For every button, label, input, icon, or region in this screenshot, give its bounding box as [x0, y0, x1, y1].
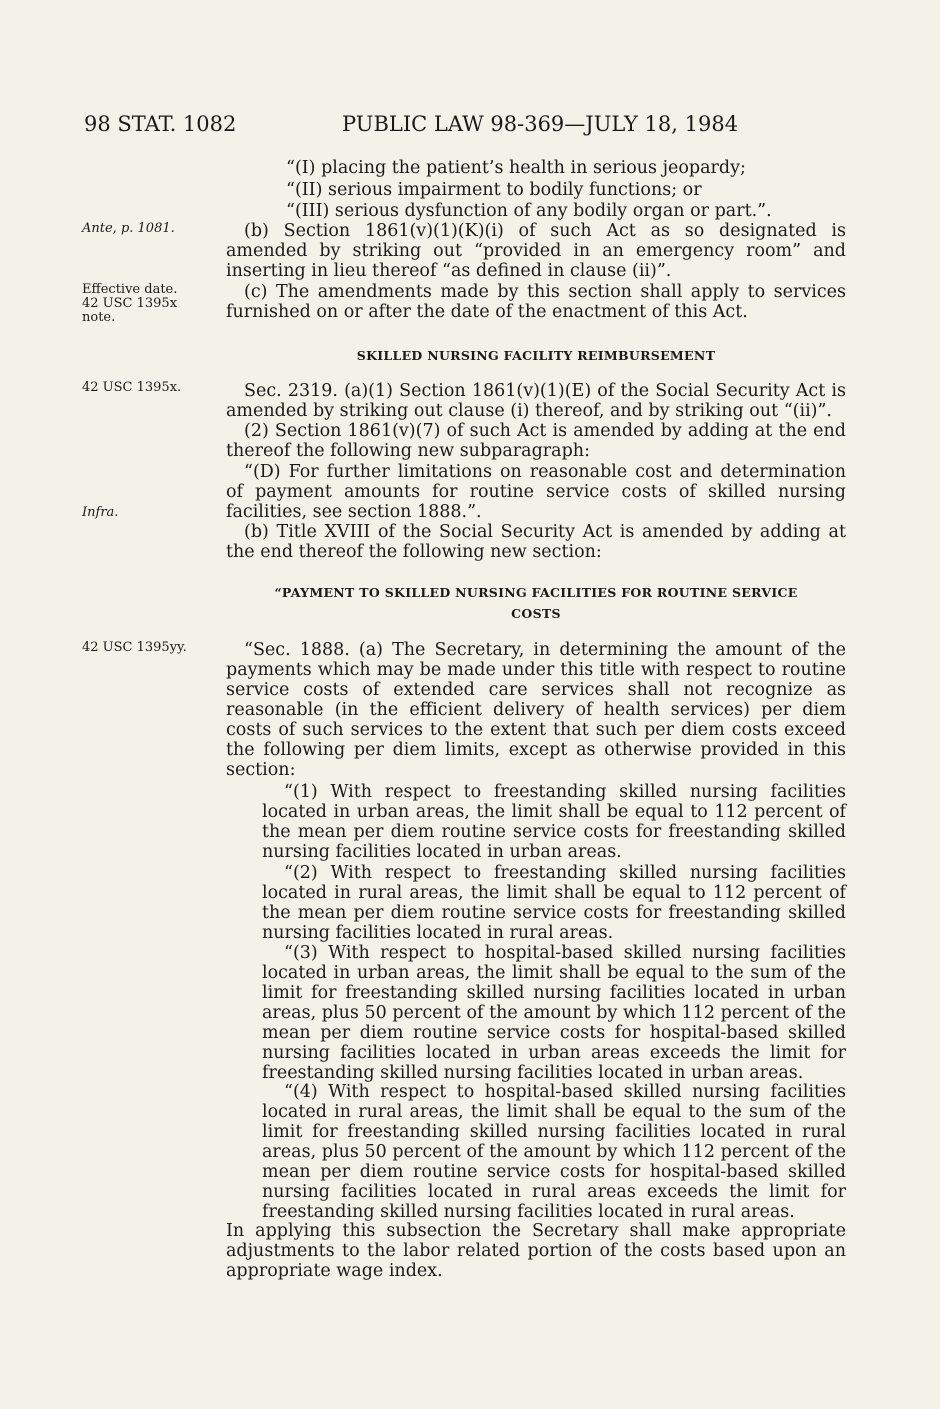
clause-ii: “(II) serious impairment to bodily functions; or: [286, 180, 702, 200]
clause-i: “(I) placing the patient’s health in serious jeopardy;: [286, 158, 746, 178]
section-2319-a1: Sec. 2319. (a)(1) Section 1861(v)(1)(E) of the Social Security Act is amended by striking out clause (i) thereof, and by striking out “(ii)”.: [226, 381, 846, 421]
margin-note-effective-date: Effective date.: [82, 282, 178, 297]
margin-note-infra: Infra.: [82, 505, 119, 520]
section-2319-b: (b) Title XVIII of the Social Security Act is amended by adding at the end thereof the following new section:: [226, 522, 846, 562]
page-header: [84, 112, 846, 142]
paragraph-c: (c) The amendments made by this section shall apply to services furnished on or after the date of the enactment of this Act.: [226, 282, 846, 322]
paragraph-b: (b) Section 1861(v)(1)(K)(i) of such Act as so designated is amended by striking out “provided in an emergency room” and inserting in lieu thereof “as defined in clause (ii)”.: [226, 221, 846, 281]
limit-1-freestanding-urban: “(1) With respect to freestanding skilled nursing facilities located in urban areas, the limit shall be equal to 112 percent of the mean per diem routine service costs for freestanding skilled nursing facilities located in urban areas.: [262, 782, 846, 862]
margin-note-effective-note: note.: [82, 310, 116, 325]
limit-2-freestanding-rural: “(2) With respect to freestanding skilled nursing facilities located in rural areas, the limit shall be equal to 112 percent of the mean per diem routine service costs for freestanding skilled nursing facilities located in rural areas.: [262, 863, 846, 943]
margin-note-usc-1395x: 42 USC 1395x.: [82, 380, 182, 395]
subparagraph-d: “(D) For further limitations on reasonable cost and determination of payment amounts for routine service costs of skilled nursing facilities, see section 1888.”.: [226, 462, 846, 522]
section-2319-a2: (2) Section 1861(v)(7) of such Act is amended by adding at the end thereof the following new subparagraph:: [226, 421, 846, 461]
section-heading-payment-line2: COSTS: [511, 606, 561, 621]
limit-3-hospital-urban: “(3) With respect to hospital-based skilled nursing facilities located in urban areas, the limit shall be equal to the sum of the limit for freestanding skilled nursing facilities located in urban areas, plus 50 percent of the amount by which 112 percent of the mean per diem routine service costs for hospital-based skilled nursing facilities located in urban areas exceeds the limit for freestanding skilled nursing facilities located in urban areas.: [262, 943, 846, 1083]
page-title: PUBLIC LAW 98-369—JULY 18, 1984: [342, 112, 739, 136]
closing-paragraph: In applying this subsection the Secretary shall make appropriate adjustments to the labor related portion of the costs based upon an appropriate wage index.: [226, 1221, 846, 1281]
margin-note-ante: Ante, p. 1081.: [82, 221, 175, 236]
section-heading-snf-reimbursement: SKILLED NURSING FACILITY REIMBURSEMENT: [356, 348, 716, 363]
section-1888-a: “Sec. 1888. (a) The Secretary, in determining the amount of the payments which may be made under this title with respect to routine service costs of extended care services shall not recognize as reasonable (in the efficient delivery of health services) per diem costs of such services to the extent that such per diem costs exceed the following per diem limits, except as otherwise provided in this section:: [226, 640, 846, 780]
margin-note-usc-1395yy: 42 USC 1395yy.: [82, 640, 187, 655]
limit-4-hospital-rural: “(4) With respect to hospital-based skilled nursing facilities located in rural areas, the limit shall be equal to the sum of the limit for freestanding skilled nursing facilities located in rural areas, plus 50 percent of the amount by which 112 percent of the mean per diem routine service costs for hospital-based skilled nursing facilities located in rural areas exceeds the limit for freestanding skilled nursing facilities located in rural areas.: [262, 1082, 846, 1222]
clause-iii: “(III) serious dysfunction of any bodily organ or part.”.: [286, 201, 772, 221]
section-heading-payment-line1: “PAYMENT TO SKILLED NURSING FACILITIES FOR ROUTINE SERVICE: [274, 585, 798, 600]
stat-page-number: 98 STAT. 1082: [84, 112, 237, 136]
margin-note-effective-usc: 42 USC 1395x: [82, 296, 178, 311]
